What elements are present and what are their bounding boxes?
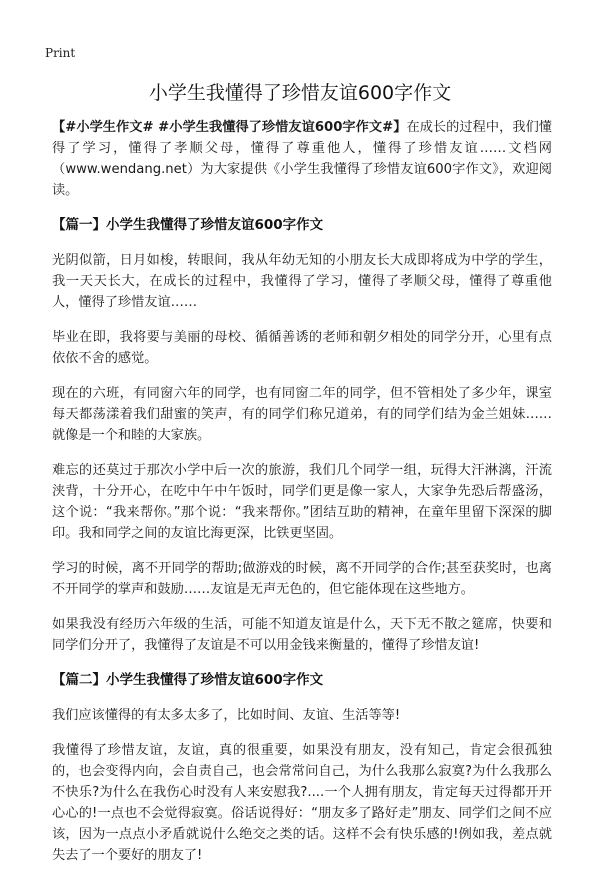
section1-paragraph: 难忘的还莫过于那次小学中后一次的旅游，我们几个同学一组，玩得大汗淋漓，汗流浃背，十分开心，在吃中午中午饭时，同学们更是像一家人，大家争先恐后帮盛汤，这个说：“我来帮你。”那个说：“我来帮你。”团结互助的精神，在童年里留下深深的脚印。我和同学之间的友谊比海更深，比铁更坚固。 <box>52 463 552 541</box>
site-link[interactable]: www.wendang.net <box>65 162 187 177</box>
section-heading-2: 【篇二】小学生我懂得了珍惜友谊600字作文 <box>52 672 324 688</box>
section1-paragraph: 现在的六班，有同窗六年的同学，也有同窗二年的同学，但不管相处了多少年，课室每天都荡漾着我们甜蜜的笑声，有的同学们称兄道弟，有的同学们结为金兰姐妹……就像是一个和睦的大家族。 <box>52 386 552 443</box>
section-heading-1: 【篇一】小学生我懂得了珍惜友谊600字作文 <box>52 217 324 233</box>
print-link[interactable]: Print <box>45 46 76 60</box>
intro-text-before: 在成长的过程中，我们懂得了学习，懂得了孝顺父母，懂得了尊重他人，懂得了珍惜友谊……文档网（ <box>52 120 552 177</box>
section2-paragraph: 我们应该懂得的有太多太多了，比如时间、友谊、生活等等! <box>52 708 401 723</box>
intro-tag: 【#小学生作文# #小学生我懂得了珍惜友谊600字作文#】 <box>52 120 407 135</box>
section1-paragraph: 学习的时候，离不开同学的帮助;做游戏的时候，离不开同学的合作;甚至获奖时，也离不开同学的掌声和鼓励……友谊是无声无色的，但它能体现在这些地方。 <box>52 561 552 597</box>
section1-paragraph: 光阴似箭，日月如梭，转眼间，我从年幼无知的小朋友长大成即将成为中学的学生，我一天天长大，在成长的过程中，我懂得了学习，懂得了孝顺父母，懂得了尊重他人，懂得了珍惜友谊…… <box>52 253 552 310</box>
intro-paragraph <box>52 117 552 201</box>
section2-paragraph: 我懂得了珍惜友谊，友谊，真的很重要，如果没有朋友，没有知己，肯定会很孤独的，也会变得内向，会自责自己，也会常常问自己，为什么我那么寂寞?为什么我那么不快乐?为什么在我伤心时没有人来安慰我?....一个人拥有朋友，肯定每天过得都开开心心的!一点也不会觉得寂寞。俗话说得好：“朋友多了路好走”朋友、同学们之间不应该，因为一点点小矛盾就说什么绝交之类的话。这样不会有快乐感的!例如我，差点就失去了一个要好的朋友了! <box>52 743 552 863</box>
page-title: 小学生我懂得了珍惜友谊600字作文 <box>148 82 452 104</box>
section1-paragraph: 毕业在即，我将要与美丽的母校、循循善诱的老师和朝夕相处的同学分开，心里有点依依不舍的感觉。 <box>52 330 552 366</box>
section1-paragraph: 如果我没有经历六年级的生活，可能不知道友谊是什么，天下无不散之筵席，快要和同学们分开了，我懂得了友谊是不可以用金钱来衡量的，懂得了珍惜友谊! <box>52 617 552 653</box>
article-body <box>52 117 552 880</box>
intro-text-after: ）为大家提供《小学生我懂得了珍惜友谊600字作文》，欢迎阅读。 <box>52 162 552 198</box>
